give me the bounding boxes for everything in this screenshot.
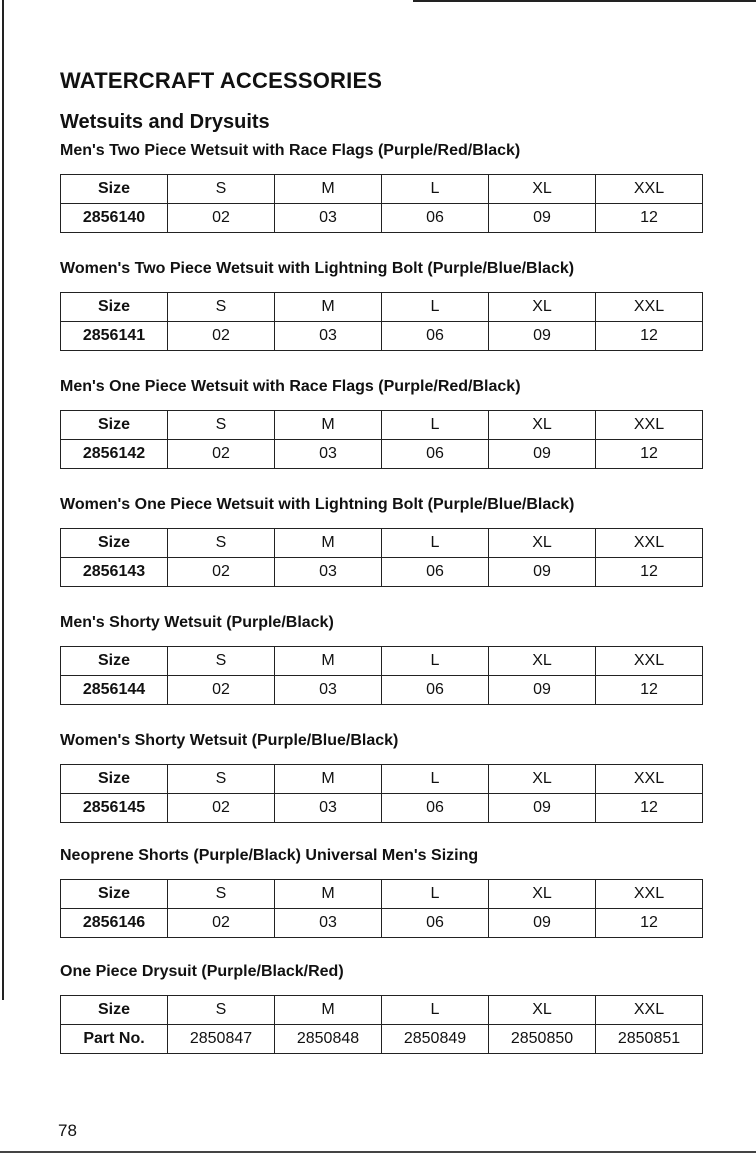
size-label-cell: Size — [61, 996, 168, 1025]
size-cell: S — [168, 765, 275, 794]
size-header-row — [61, 765, 703, 794]
part-suffix-cell: 12 — [596, 440, 703, 469]
part-suffix-cell: 02 — [168, 676, 275, 705]
product-size-chart — [60, 731, 703, 823]
part-suffix-cell: 09 — [489, 909, 596, 938]
part-number-row — [61, 204, 703, 233]
part-suffix-cell: 02 — [168, 204, 275, 233]
part-number-cell: 2856140 — [61, 204, 168, 233]
part-suffix-cell: 02 — [168, 794, 275, 823]
part-number-row — [61, 794, 703, 823]
part-number-row — [61, 322, 703, 351]
size-cell: XXL — [596, 765, 703, 794]
size-header-row — [61, 411, 703, 440]
part-suffix-cell: 2850851 — [596, 1025, 703, 1054]
part-suffix-cell: 09 — [489, 676, 596, 705]
size-cell: L — [382, 293, 489, 322]
part-suffix-cell: 12 — [596, 322, 703, 351]
part-suffix-cell: 2850848 — [275, 1025, 382, 1054]
size-cell: XL — [489, 529, 596, 558]
part-suffix-cell: 06 — [382, 558, 489, 587]
top-border-rule — [413, 0, 756, 2]
size-header-row — [61, 175, 703, 204]
part-number-row — [61, 558, 703, 587]
part-suffix-cell: 12 — [596, 909, 703, 938]
part-suffix-cell: 03 — [275, 676, 382, 705]
product-size-chart — [60, 846, 703, 938]
size-table — [60, 764, 703, 823]
product-size-chart — [60, 259, 703, 351]
size-table — [60, 410, 703, 469]
size-header-row — [61, 529, 703, 558]
size-cell: M — [275, 411, 382, 440]
page-title: WATERCRAFT ACCESSORIES — [60, 68, 383, 93]
part-suffix-cell: 02 — [168, 909, 275, 938]
size-table — [60, 879, 703, 938]
size-cell: M — [275, 175, 382, 204]
size-cell: M — [275, 293, 382, 322]
product-size-chart — [60, 613, 703, 705]
part-suffix-cell: 03 — [275, 558, 382, 587]
size-table — [60, 646, 703, 705]
size-header-row — [61, 293, 703, 322]
product-size-chart — [60, 141, 703, 233]
product-size-chart — [60, 962, 703, 1054]
part-suffix-cell: 2850850 — [489, 1025, 596, 1054]
part-number-row — [61, 909, 703, 938]
part-suffix-cell: 09 — [489, 322, 596, 351]
size-cell: XXL — [596, 293, 703, 322]
part-number-cell: 2856144 — [61, 676, 168, 705]
part-suffix-cell: 06 — [382, 794, 489, 823]
size-cell: L — [382, 880, 489, 909]
page-number: 78 — [58, 1121, 77, 1140]
part-number-cell: 2856143 — [61, 558, 168, 587]
size-header-row — [61, 880, 703, 909]
size-cell: XXL — [596, 647, 703, 676]
part-suffix-cell: 06 — [382, 676, 489, 705]
part-number-cell: 2856146 — [61, 909, 168, 938]
part-suffix-cell: 12 — [596, 676, 703, 705]
part-suffix-cell: 06 — [382, 440, 489, 469]
product-caption: Men's Shorty Wetsuit (Purple/Black) — [60, 614, 334, 631]
size-label-cell: Size — [61, 411, 168, 440]
part-suffix-cell: 02 — [168, 558, 275, 587]
product-caption: Women's Shorty Wetsuit (Purple/Blue/Black) — [60, 732, 399, 749]
part-number-row — [61, 676, 703, 705]
product-size-chart — [60, 495, 703, 587]
part-suffix-cell: 09 — [489, 440, 596, 469]
size-table — [60, 174, 703, 233]
size-label-cell: Size — [61, 880, 168, 909]
product-caption: Women's Two Piece Wetsuit with Lightning Bolt (Purple/Blue/Black) — [60, 260, 575, 277]
left-border-rule — [2, 0, 4, 1000]
part-number-cell: 2856141 — [61, 322, 168, 351]
part-suffix-cell: 12 — [596, 558, 703, 587]
size-cell: XXL — [596, 529, 703, 558]
size-cell: XL — [489, 647, 596, 676]
part-suffix-cell: 03 — [275, 440, 382, 469]
product-caption: Men's Two Piece Wetsuit with Race Flags (Purple/Red/Black) — [60, 142, 521, 159]
size-cell: XXL — [596, 175, 703, 204]
part-suffix-cell: 2850849 — [382, 1025, 489, 1054]
size-cell: S — [168, 293, 275, 322]
size-label-cell: Size — [61, 647, 168, 676]
part-suffix-cell: 06 — [382, 204, 489, 233]
section-subtitle: Wetsuits and Drysuits — [60, 111, 270, 133]
product-caption: Neoprene Shorts (Purple/Black) Universal Men's Sizing — [60, 847, 479, 864]
size-cell: L — [382, 175, 489, 204]
part-suffix-cell: 12 — [596, 204, 703, 233]
part-suffix-cell: 03 — [275, 204, 382, 233]
part-suffix-cell: 06 — [382, 909, 489, 938]
size-label-cell: Size — [61, 293, 168, 322]
part-number-cell: 2856142 — [61, 440, 168, 469]
size-cell: S — [168, 996, 275, 1025]
product-caption: Women's One Piece Wetsuit with Lightning Bolt (Purple/Blue/Black) — [60, 496, 575, 513]
size-cell: XXL — [596, 996, 703, 1025]
part-suffix-cell: 2850847 — [168, 1025, 275, 1054]
size-cell: L — [382, 529, 489, 558]
size-cell: L — [382, 996, 489, 1025]
part-suffix-cell: 09 — [489, 794, 596, 823]
size-cell: M — [275, 880, 382, 909]
size-label-cell: Size — [61, 765, 168, 794]
size-cell: L — [382, 765, 489, 794]
size-cell: XL — [489, 880, 596, 909]
size-cell: M — [275, 996, 382, 1025]
size-table — [60, 292, 703, 351]
size-label-cell: Size — [61, 529, 168, 558]
size-cell: M — [275, 647, 382, 676]
product-caption: Men's One Piece Wetsuit with Race Flags (Purple/Red/Black) — [60, 378, 521, 395]
size-cell: XL — [489, 293, 596, 322]
part-suffix-cell: 09 — [489, 204, 596, 233]
part-suffix-cell: 06 — [382, 322, 489, 351]
part-number-row — [61, 1025, 703, 1054]
size-cell: XL — [489, 175, 596, 204]
size-header-row — [61, 996, 703, 1025]
part-suffix-cell: 03 — [275, 794, 382, 823]
part-suffix-cell: 02 — [168, 440, 275, 469]
product-caption: One Piece Drysuit (Purple/Black/Red) — [60, 963, 344, 980]
size-header-row — [61, 647, 703, 676]
size-cell: S — [168, 411, 275, 440]
bottom-border-rule — [0, 1151, 756, 1153]
size-table — [60, 528, 703, 587]
size-cell: M — [275, 529, 382, 558]
size-cell: S — [168, 175, 275, 204]
size-cell: XL — [489, 411, 596, 440]
size-cell: XXL — [596, 411, 703, 440]
part-number-row — [61, 440, 703, 469]
size-cell: L — [382, 647, 489, 676]
size-cell: S — [168, 647, 275, 676]
part-suffix-cell: 03 — [275, 909, 382, 938]
size-cell: M — [275, 765, 382, 794]
size-cell: XL — [489, 765, 596, 794]
size-cell: XL — [489, 996, 596, 1025]
size-cell: XXL — [596, 880, 703, 909]
size-table — [60, 995, 703, 1054]
part-number-cell: 2856145 — [61, 794, 168, 823]
part-suffix-cell: 02 — [168, 322, 275, 351]
size-cell: S — [168, 529, 275, 558]
size-cell: S — [168, 880, 275, 909]
part-suffix-cell: 12 — [596, 794, 703, 823]
size-cell: L — [382, 411, 489, 440]
product-size-chart — [60, 377, 703, 469]
part-suffix-cell: 03 — [275, 322, 382, 351]
part-number-cell: Part No. — [61, 1025, 168, 1054]
size-label-cell: Size — [61, 175, 168, 204]
part-suffix-cell: 09 — [489, 558, 596, 587]
